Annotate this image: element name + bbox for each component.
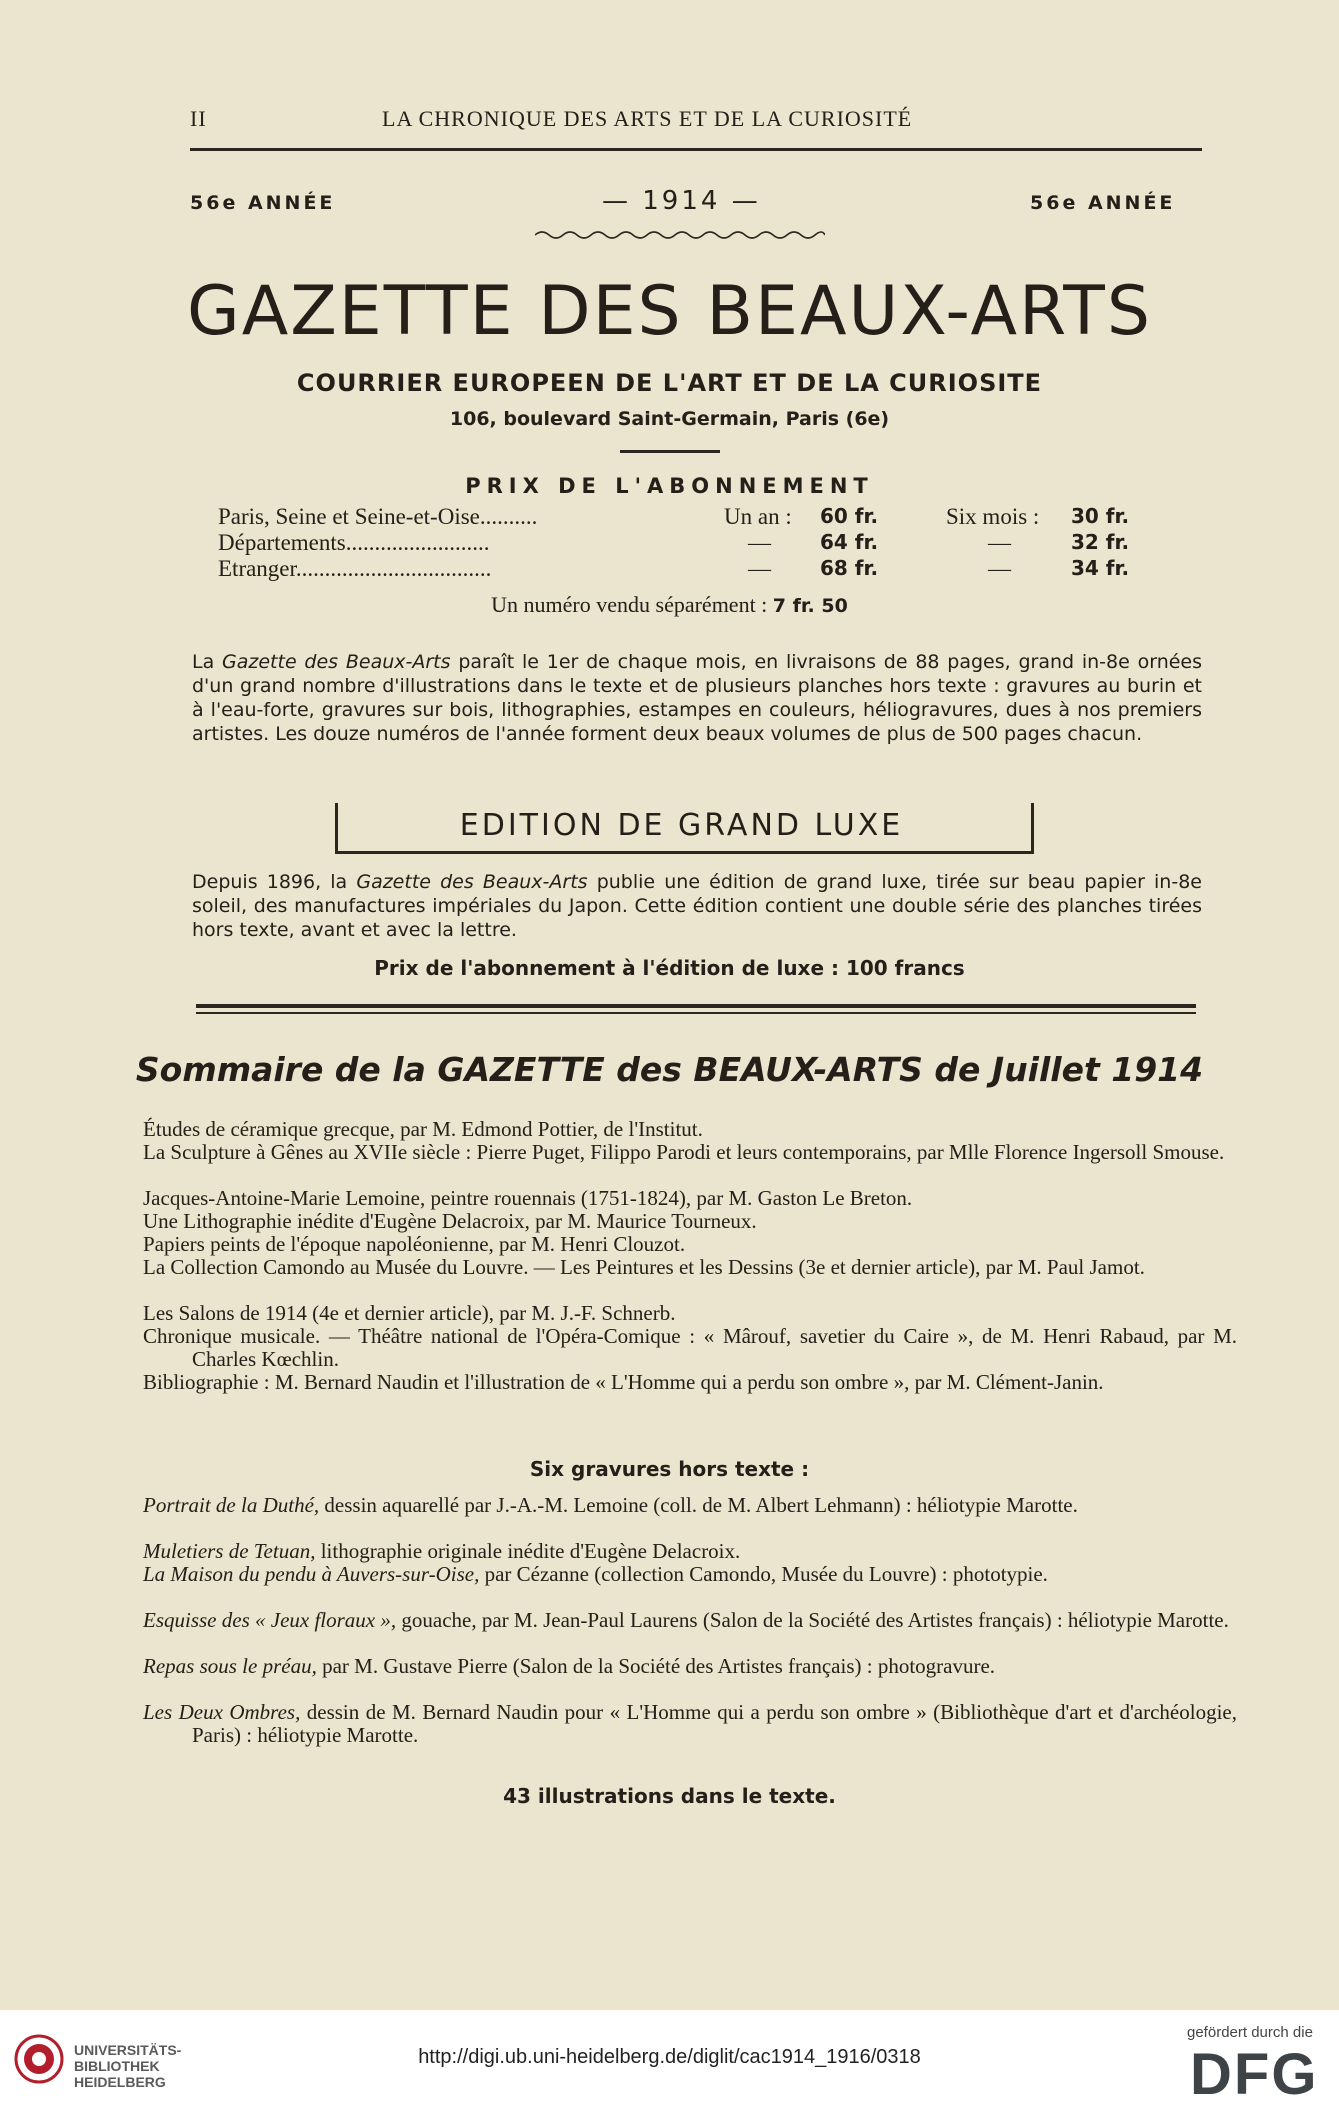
illustrations-count: 43 illustrations dans le texte.: [503, 1784, 836, 1808]
sommaire-heading: Sommaire de la GAZETTE des BEAUX-ARTS de Juillet 1914: [135, 1050, 1204, 1089]
year-right: 56e ANNÉE: [1030, 192, 1176, 214]
price-six-value: 30 fr.: [1071, 504, 1130, 528]
article-item: Jacques-Antoine-Marie Lemoine, peintre rouennais (1751-1824), par M. Gaston Le Breton.: [143, 1186, 913, 1210]
luxe-heading: EDITION DE GRAND LUXE: [459, 808, 904, 843]
subscription-heading: PRIX DE L'ABONNEMENT: [465, 474, 874, 498]
price-year-label: —: [748, 556, 771, 581]
funded-by-label: gefördert durch die: [1187, 2024, 1313, 2041]
article-item: Papiers peints de l'époque napoléonienne, par M. Henri Clouzot.: [143, 1232, 686, 1256]
journal-name: Gazette des Beaux-Arts: [356, 871, 588, 893]
plate-item: La Maison du pendu à Auvers-sur-Oise, par Cézanne (collection Camondo, Musée du Louvre) : phototypie.: [143, 1562, 1048, 1586]
plate-item: Muletiers de Tetuan, lithographie originale inédite d'Eugène Delacroix.: [143, 1539, 741, 1563]
plate-item: Portrait de la Duthé, dessin aquarellé par J.-A.-M. Lemoine (coll. de M. Albert Lehmann) : héliotypie Marotte.: [143, 1493, 1078, 1517]
page-number: II: [190, 106, 207, 131]
masthead-subtitle: COURRIER EUROPEEN DE L'ART ET DE LA CURIOSITE: [296, 369, 1043, 397]
plate-item: Esquisse des « Jeux floraux », gouache, par M. Jean-Paul Laurens (Salon de la Société des Artistes français) : héliotypie Marotte.: [143, 1608, 1229, 1632]
dfg-logo: DFG: [1190, 2042, 1319, 2107]
luxe-paragraph: Depuis 1896, la Gazette des Beaux-Arts publie une édition de grand luxe, tirée sur beau papier in-8e soleil, des manufactures impériales du Japon. Cette édition contient une double série des planches tirées hors texte, avant et avec la lettre.: [192, 871, 1202, 941]
section-rule: [196, 1004, 1196, 1008]
plate-item: Repas sous le préau, par M. Gustave Pierre (Salon de la Société des Artistes français) : photogravure.: [143, 1654, 996, 1678]
price-row-label: Etranger..................................: [218, 556, 492, 581]
running-title: LA CHRONIQUE DES ARTS ET DE LA CURIOSITÉ: [382, 106, 913, 131]
single-issue-price: Un numéro vendu séparément : 7 fr. 50: [491, 592, 848, 617]
price-year-value: 64 fr.: [820, 530, 879, 554]
wavy-ornament: [535, 228, 825, 242]
price-row: [218, 556, 1148, 586]
price-six-value: 32 fr.: [1071, 530, 1130, 554]
year-left: 56e ANNÉE: [190, 192, 336, 214]
description-paragraph: La Gazette des Beaux-Arts paraît le 1er de chaque mois, en livraisons de 88 pages, grand in-8e ornées d'un grand nombre d'illustrations dans le texte et de plusieurs planches hors texte : gravures au burin et à l'eau-forte, gravures sur bois, lithographies, estampes en couleurs, héliogravures, dues à nos premiers artistes. Les douze numéros de l'année forment deux beaux volumes de plus de 500 pages chacun.: [192, 651, 1203, 745]
masthead-title: GAZETTE DES BEAUX-ARTS: [187, 272, 1152, 351]
short-rule: [620, 450, 720, 453]
article-item: La Collection Camondo au Musée du Louvre. — Les Peintures et les Dessins (3e et dernier article), par M. Paul Jamot.: [143, 1255, 1145, 1279]
year: — 1914 —: [602, 186, 761, 216]
price-year-value: 68 fr.: [820, 556, 879, 580]
price-six-label: Six mois :: [946, 504, 1040, 529]
header-rule: [190, 148, 1202, 151]
plate-item: Les Deux Ombres, dessin de M. Bernard Naudin pour « L'Homme qui a perdu son ombre » (Bibliothèque d'art et d'archéologie, Paris) : héliotypie Marotte.: [143, 1700, 1237, 1747]
price-row-label: Départements.........................: [218, 530, 490, 555]
journal-name: Gazette des Beaux-Arts: [222, 651, 451, 673]
article-item: Bibliographie : M. Bernard Naudin et l'illustration de « L'Homme qui a perdu son ombre », par M. Clément-Janin.: [143, 1370, 1104, 1394]
section-rule: [196, 1012, 1196, 1014]
article-item: La Sculpture à Gênes au XVIIe siècle : Pierre Puget, Filippo Parodi et leurs contemporains, par Mlle Florence Ingersoll Smouse.: [143, 1140, 1225, 1164]
price-six-label: —: [988, 530, 1011, 555]
digitization-footer: [0, 2010, 1339, 2117]
price-row-label: Paris, Seine et Seine-et-Oise..........: [218, 504, 538, 529]
article-item: Chronique musicale. — Théâtre national de l'Opéra-Comique : « Mârouf, savetier du Caire », de M. Henri Rabaud, par M. Charles Kœchlin.: [143, 1324, 1237, 1371]
luxe-price: Prix de l'abonnement à l'édition de luxe : 100 francs: [374, 956, 965, 980]
article-item: Les Salons de 1914 (4e et dernier article), par M. J.-F. Schnerb.: [143, 1301, 676, 1325]
price-year-label: —: [748, 530, 771, 555]
article-item: Études de céramique grecque, par M. Edmond Pottier, de l'Institut.: [143, 1117, 703, 1141]
masthead-address: 106, boulevard Saint-Germain, Paris (6e): [449, 408, 890, 430]
price-six-label: —: [988, 556, 1011, 581]
source-url[interactable]: http://digi.ub.uni-heidelberg.de/diglit/cac1914_1916/0318: [418, 2046, 921, 2068]
plates-heading: Six gravures hors texte :: [529, 1457, 810, 1481]
article-item: Une Lithographie inédite d'Eugène Delacroix, par M. Maurice Tourneux.: [143, 1209, 757, 1233]
price-six-value: 34 fr.: [1071, 556, 1130, 580]
price-year-label: Un an :: [724, 504, 792, 529]
price-year-value: 60 fr.: [820, 504, 879, 528]
library-name: UNIVERSITÄTS- BIBLIOTHEK HEIDELBERG: [74, 2042, 182, 2090]
